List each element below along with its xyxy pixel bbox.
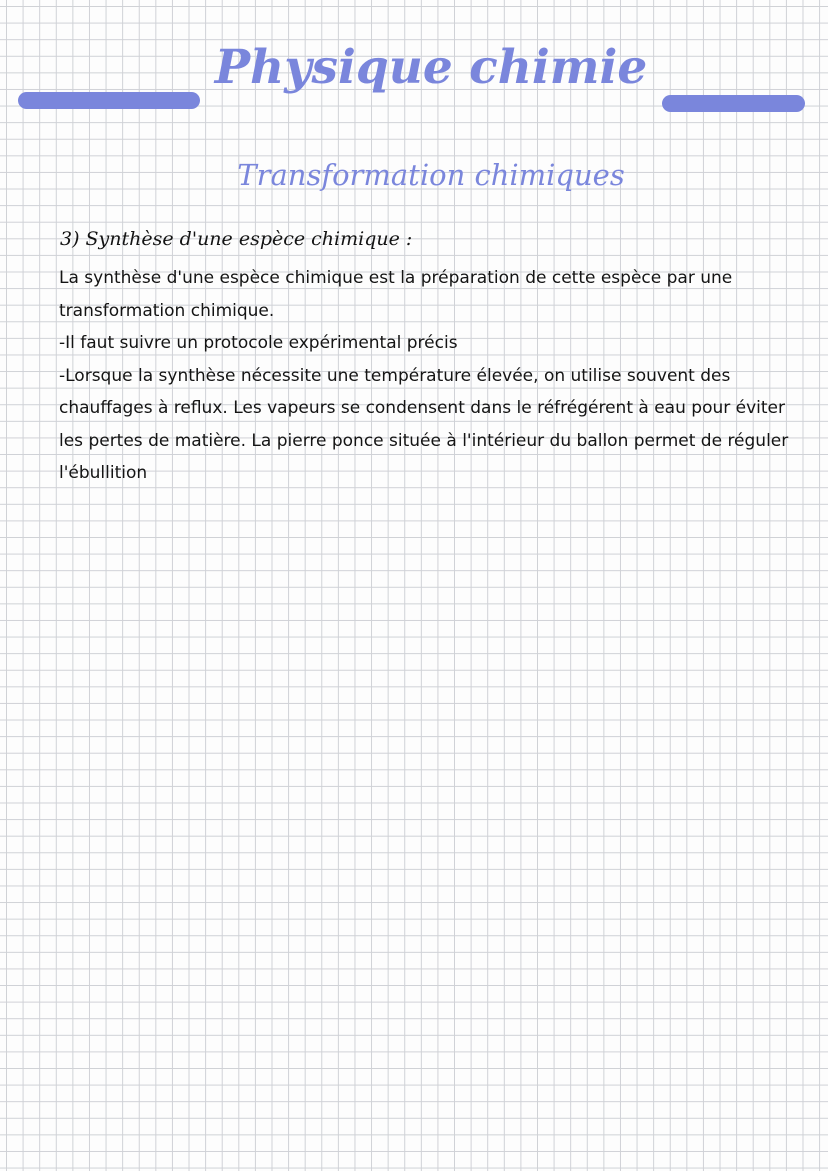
section-body xyxy=(59,262,804,490)
definition-paragraph: La synthèse d'une espèce chimique est la préparation de cette espèce par une transformation chimique. xyxy=(59,268,733,321)
bullet-reflux: -Lorsque la synthèse nécessite une température élevée, on utilise souvent des chauffages à reflux. Les vapeurs se condensent dans le réfrégérent à eau pour éviter les pertes de matière. La pierre ponce située à l'intérieur du ballon permet de réguler l'ébullition xyxy=(59,365,789,483)
bullet-protocol: -Il faut suivre un protocole expérimental précis xyxy=(59,333,458,353)
page-subtitle: Transformation chimiques xyxy=(237,158,625,192)
section-heading: 3) Synthèse d'une espèce chimique : xyxy=(60,228,413,250)
page-title: Physique chimie xyxy=(214,40,648,95)
title-decoration-left xyxy=(18,92,200,109)
title-decoration-right xyxy=(662,95,805,112)
